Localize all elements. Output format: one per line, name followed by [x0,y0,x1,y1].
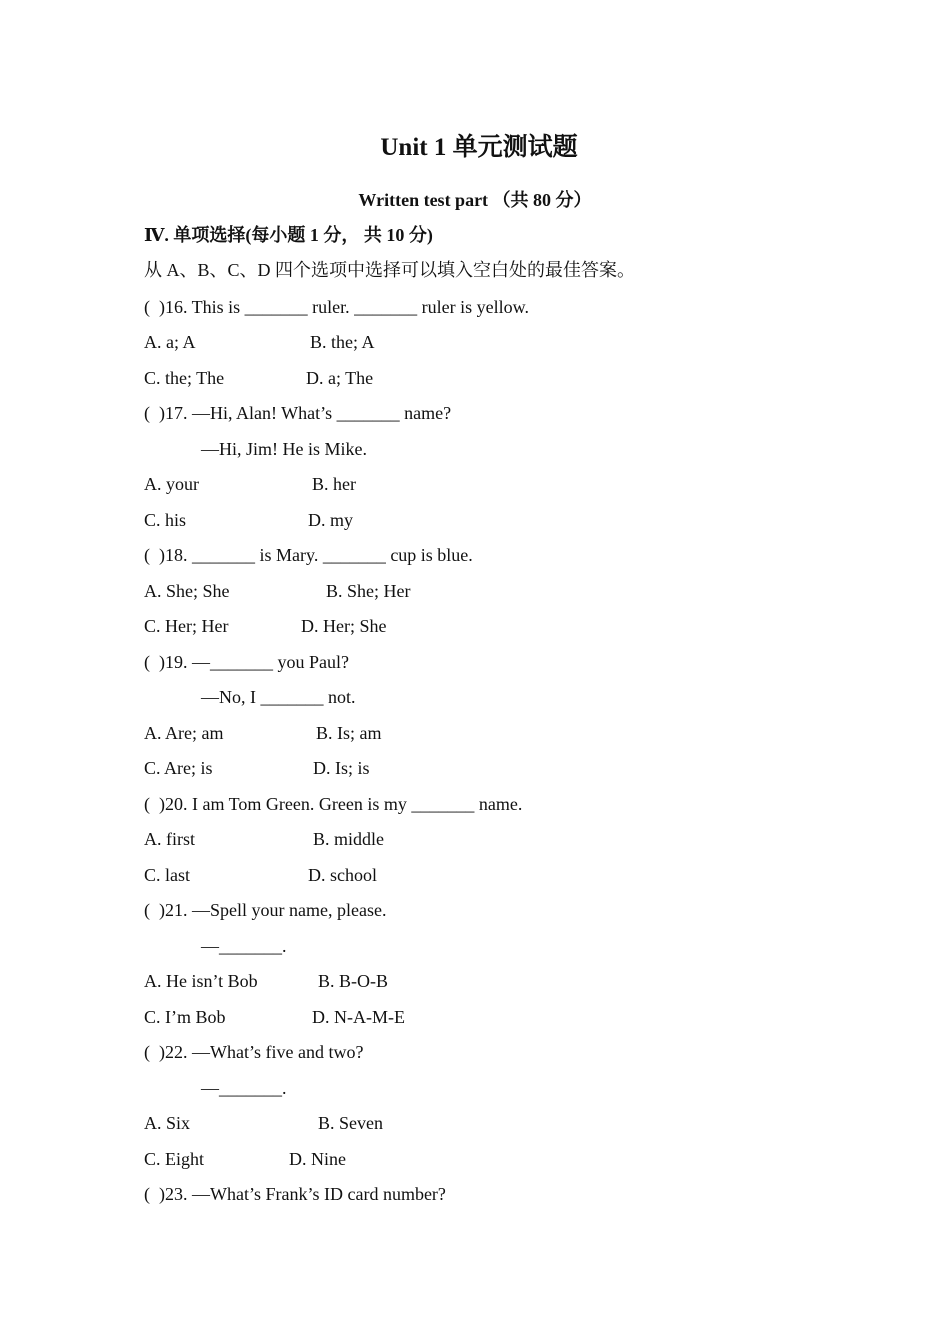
question-stem-20: ( )20. I am Tom Green. Green is my _______ name. [144,794,523,814]
option-b-18: B. She; Her [326,581,411,601]
option-d-17: D. my [308,510,353,530]
option-d-18: D. Her; She [301,616,387,636]
option-a-18: A. She; She [144,581,230,601]
question-stem-19: ( )19. —_______ you Paul? [144,652,349,672]
question-stem-17: ( )17. —Hi, Alan! What’s _______ name? [144,403,452,423]
page-title: Unit 1 单元测试题 [380,134,578,161]
option-d-20: D. school [308,865,377,885]
option-a-17: A. your [144,474,199,494]
question-stem-16: ( )16. This is _______ ruler. _______ ruler is yellow. [144,297,529,317]
question-stem-21: ( )21. —Spell your name, please. [144,900,387,920]
option-b-17: B. her [312,474,356,494]
option-c-17: C. his [144,510,187,530]
option-d-22: D. Nine [289,1149,346,1169]
question-reply-22: —_______. [201,1078,287,1098]
option-a-19: A. Are; am [144,723,224,743]
option-a-22: A. Six [144,1113,191,1133]
option-d-21: D. N-A-M-E [312,1007,405,1027]
option-c-16: C. the; The [144,368,225,388]
option-b-22: B. Seven [318,1113,383,1133]
option-c-19: C. Are; is [144,758,213,778]
option-a-16: A. a; A [144,332,196,352]
option-c-20: C. last [144,865,191,885]
question-reply-19: —No, I _______ not. [201,687,356,707]
option-a-21: A. He isn’t Bob [144,971,258,991]
option-c-18: C. Her; Her [144,616,229,636]
option-b-20: B. middle [313,829,384,849]
question-stem-22: ( )22. —What’s five and two? [144,1042,364,1062]
section-heading: Ⅳ. 单项选择(每小题 1 分， 共 10 分) [144,225,433,245]
option-b-19: B. Is; am [316,723,382,743]
option-a-20: A. first [144,829,195,849]
option-b-21: B. B-O-B [318,971,389,991]
option-d-16: D. a; The [306,368,374,388]
option-d-19: D. Is; is [313,758,370,778]
option-c-22: C. Eight [144,1149,205,1169]
option-b-16: B. the; A [310,332,375,352]
question-stem-23: ( )23. —What’s Frank’s ID card number? [144,1184,446,1204]
question-reply-21: —_______. [201,936,287,956]
option-c-21: C. I’m Bob [144,1007,226,1027]
question-stem-18: ( )18. _______ is Mary. _______ cup is blue. [144,545,473,565]
question-reply-17: —Hi, Jim! He is Mike. [201,439,367,459]
instruction-text: 从 A、B、C、D 四个选项中选择可以填入空白处的最佳答案。 [144,260,636,280]
page-subtitle: Written test part （共 80 分） [358,190,592,210]
